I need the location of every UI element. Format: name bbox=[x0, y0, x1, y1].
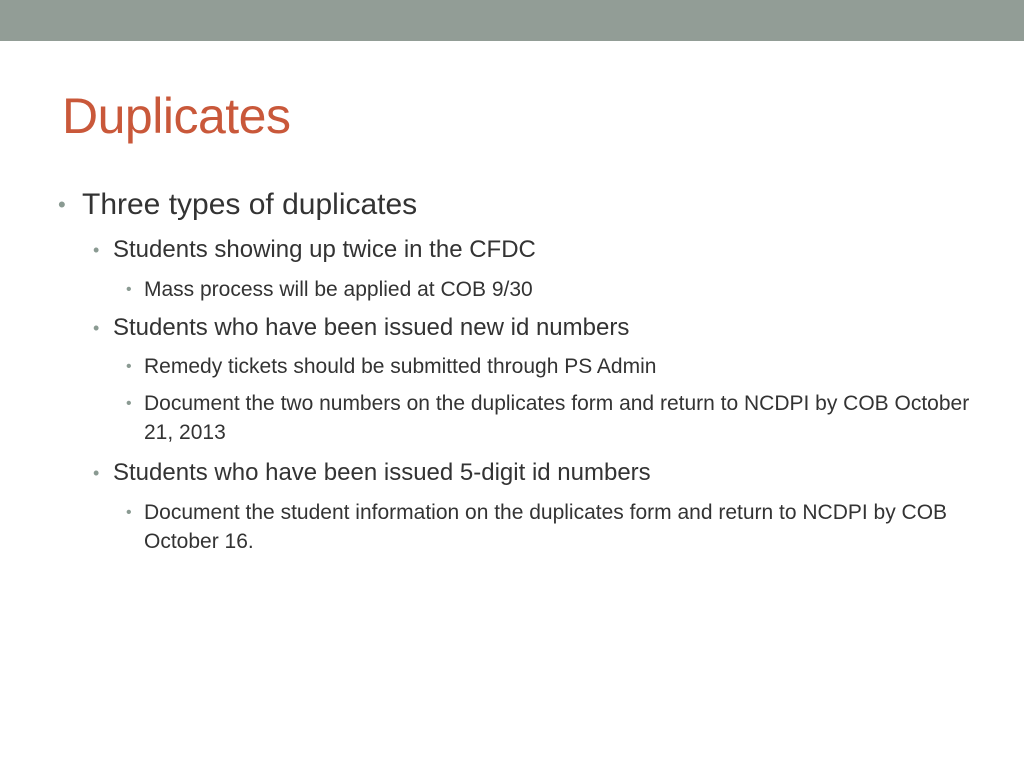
bullet-item bbox=[58, 187, 418, 223]
bullet-item bbox=[93, 235, 536, 265]
bullet-dot-icon: • bbox=[126, 358, 132, 375]
bullet-text: Students who have been issued new id numbers bbox=[113, 314, 630, 341]
bullet-dot-icon: • bbox=[126, 281, 132, 298]
bullet-item bbox=[126, 275, 974, 304]
bullet-dot-icon: • bbox=[58, 192, 66, 217]
bullet-text: Students who have been issued 5-digit id numbers bbox=[113, 459, 651, 486]
bullet-item bbox=[126, 352, 974, 381]
bullet-text: Document the two numbers on the duplicates form and return to NCDPI by COB October 21, 2013 bbox=[144, 392, 970, 444]
bullet-text: Remedy tickets should be submitted through PS Admin bbox=[144, 355, 657, 378]
slide-title: Duplicates bbox=[62, 88, 291, 144]
bullet-text: Mass process will be applied at COB 9/30 bbox=[144, 278, 533, 301]
bullet-dot-icon: • bbox=[93, 318, 100, 338]
bullet-item bbox=[126, 389, 974, 447]
bullet-item bbox=[126, 498, 974, 556]
bullet-item bbox=[93, 458, 651, 488]
top-accent-bar bbox=[0, 0, 1024, 41]
bullet-text: Document the student information on the duplicates form and return to NCDPI by COB October 16. bbox=[144, 501, 948, 553]
bullet-text: Three types of duplicates bbox=[82, 188, 418, 221]
bullet-text: Students showing up twice in the CFDC bbox=[113, 236, 536, 263]
bullet-dot-icon: • bbox=[126, 504, 132, 521]
bullet-dot-icon: • bbox=[126, 395, 132, 412]
bullet-item bbox=[93, 313, 630, 343]
bullet-dot-icon: • bbox=[93, 463, 100, 483]
bullet-dot-icon: • bbox=[93, 240, 100, 260]
